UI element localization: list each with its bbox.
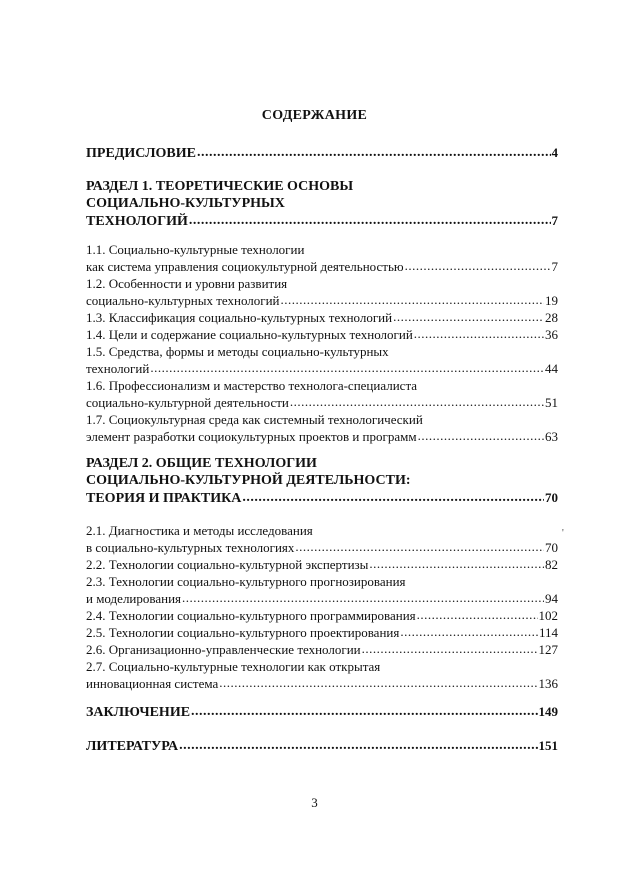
- leader-dots: [417, 606, 538, 623]
- leader-dots: [219, 674, 537, 691]
- leader-dots: [414, 325, 544, 342]
- toc-entry-text: 2.3. Технологии социально-культурного прогнозирования: [86, 574, 406, 589]
- toc-entry-text: 2.1. Диагностика и методы исследования: [86, 523, 313, 538]
- leader-dots: [150, 359, 544, 376]
- toc-page-number: 4: [551, 145, 558, 160]
- toc-entry-text: 2.5. Технологии социально-культурного проектирования: [86, 625, 400, 640]
- leader-dots: [393, 308, 544, 325]
- leader-dots: [295, 538, 544, 555]
- toc-entry-text: в социально-культурных технологиях: [86, 540, 295, 555]
- leader-dots: [290, 393, 544, 410]
- toc-entry-1-4[interactable]: [86, 326, 558, 343]
- leader-dots: [242, 489, 544, 506]
- toc-page-number: 28: [545, 310, 558, 325]
- toc-page-number: 7: [551, 213, 558, 228]
- leader-dots: [182, 589, 544, 606]
- leader-dots: [405, 257, 551, 274]
- toc-entry-text: элемент разработки социокультурных проектов и программ: [86, 429, 417, 444]
- toc-page-number: 149: [538, 704, 558, 719]
- toc-entry-text: инновационная система: [86, 676, 219, 691]
- toc-entry-section-2[interactable]: [86, 455, 558, 507]
- toc-entry-text: СОЦИАЛЬНО-КУЛЬТУРНЫХ: [86, 196, 285, 211]
- toc-entry-1-7[interactable]: [86, 411, 558, 445]
- toc-entry-text: СОЦИАЛЬНО-КУЛЬТУРНОЙ ДЕЯТЕЛЬНОСТИ:: [86, 473, 411, 488]
- leader-dots: [400, 623, 538, 640]
- toc-page-number: 51: [545, 395, 558, 410]
- toc-entry-text: ТЕОРИЯ И ПРАКТИКА: [86, 491, 242, 506]
- toc-entry-text: 2.4. Технологии социально-культурного программирования: [86, 608, 416, 623]
- toc-entry-text: 2.6. Организационно-управленческие технологии: [86, 642, 361, 657]
- toc-entry-2-4[interactable]: [86, 607, 558, 624]
- toc-page-number: 7: [551, 259, 558, 274]
- toc-entry-2-7[interactable]: [86, 658, 558, 692]
- toc-entry-text: социально-культурных технологий: [86, 293, 280, 308]
- toc-entry-1-6[interactable]: [86, 377, 558, 411]
- leader-dots: [418, 427, 544, 444]
- page-title: СОДЕРЖАНИЕ: [261, 108, 368, 123]
- toc-entry-text: технологий: [86, 361, 150, 376]
- toc-entry-text: 2.7. Социально-культурные технологии как открытая: [86, 659, 381, 674]
- toc-entry-text: социально-культурной деятельности: [86, 395, 289, 410]
- toc-entry-2-6[interactable]: [86, 641, 558, 658]
- toc-page-number: 82: [545, 557, 558, 572]
- toc-page-number: 70: [545, 490, 558, 505]
- toc-entry-text: 2.2. Технологии социально-культурной экспертизы: [86, 557, 369, 572]
- toc-entry-2-1[interactable]: [86, 522, 558, 556]
- toc-page-number: 94: [545, 591, 558, 606]
- toc-entry-text: и моделирования: [86, 591, 182, 606]
- toc-page-number: 127: [538, 642, 558, 657]
- toc-page-number: 36: [545, 327, 558, 342]
- toc-page-number: 19: [545, 293, 558, 308]
- toc-entry-text: ЗАКЛЮЧЕНИЕ: [86, 705, 191, 720]
- toc-page-number: 114: [538, 625, 558, 640]
- toc-entry-conclusion[interactable]: [86, 703, 558, 721]
- leader-dots: [281, 291, 544, 308]
- page-number: 3: [311, 795, 318, 810]
- toc-entry-text: 1.2. Особенности и уровни развития: [86, 276, 288, 291]
- toc-entry-text: ПРЕДИСЛОВИЕ: [86, 146, 196, 161]
- toc-page-number: 102: [538, 608, 558, 623]
- toc-entry-text: ТЕХНОЛОГИЙ: [86, 214, 188, 229]
- leader-dots: [191, 703, 537, 720]
- toc-page-number: 70: [545, 540, 558, 555]
- toc-page-number: 44: [545, 361, 558, 376]
- toc-entry-text: 1.7. Социокультурная среда как системный технологический: [86, 412, 423, 427]
- toc-entry-text: как система управления социокультурной деятельностью: [86, 259, 404, 274]
- toc-entry-section-1[interactable]: [86, 178, 558, 230]
- leader-dots: [362, 640, 538, 657]
- toc-entry-1-5[interactable]: [86, 343, 558, 377]
- toc-entry-text: 1.6. Профессионализм и мастерство технолога-специалиста: [86, 378, 418, 393]
- toc-entry-1-3[interactable]: [86, 309, 558, 326]
- toc-entry-2-2[interactable]: [86, 556, 558, 573]
- toc-entry-text: РАЗДЕЛ 1. ТЕОРЕТИЧЕСКИЕ ОСНОВЫ: [86, 179, 354, 194]
- leader-dots: [189, 212, 551, 229]
- toc-entry-2-3[interactable]: [86, 573, 558, 607]
- toc-entry-text: 1.4. Цели и содержание социально-культурных технологий: [86, 327, 413, 342]
- toc-entry-1-2[interactable]: [86, 275, 558, 309]
- leader-dots: [197, 144, 551, 161]
- margin-mark: ': [562, 528, 564, 539]
- toc-entry-literature[interactable]: [86, 737, 558, 755]
- toc-entry-preface[interactable]: [86, 144, 558, 162]
- toc-entry-text: 1.1. Социально-культурные технологии: [86, 242, 305, 257]
- toc-entry-text: РАЗДЕЛ 2. ОБЩИЕ ТЕХНОЛОГИИ: [86, 456, 317, 471]
- toc-page-number: 63: [545, 429, 558, 444]
- toc-entry-text: 1.3. Классификация социально-культурных технологий: [86, 310, 393, 325]
- toc-page-number: 136: [538, 676, 558, 691]
- toc-entry-text: ЛИТЕРАТУРА: [86, 739, 179, 754]
- toc-page-number: 151: [538, 738, 558, 753]
- toc-entry-1-1[interactable]: [86, 241, 558, 275]
- leader-dots: [179, 737, 537, 754]
- leader-dots: [369, 555, 544, 572]
- toc-entry-text: 1.5. Средства, формы и методы социально-культурных: [86, 344, 389, 359]
- toc-entry-2-5[interactable]: [86, 624, 558, 641]
